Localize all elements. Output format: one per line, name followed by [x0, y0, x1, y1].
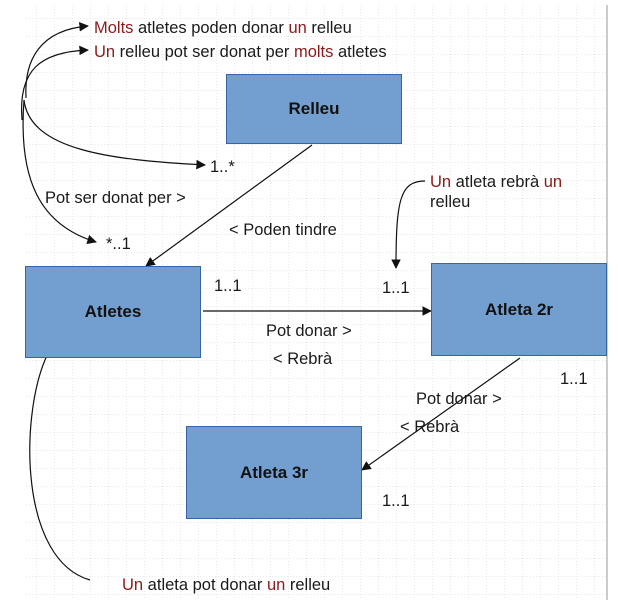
note-word: Un	[94, 43, 116, 61]
label-pot-donar-1: Pot donar >	[266, 322, 352, 340]
entity-atleta-3r[interactable]: Atleta 3r	[186, 426, 362, 519]
note-word: un	[266, 576, 286, 594]
mult-atletes: 1..1	[214, 277, 242, 295]
note-molts-atletes	[94, 18, 352, 38]
entity-atletes[interactable]: Atletes	[25, 266, 201, 358]
note-un-relleu	[94, 42, 387, 62]
note-word: molts	[293, 43, 334, 61]
note-word: Un	[430, 173, 452, 191]
mult-atleta3r: 1..1	[382, 492, 410, 510]
mult-1-many: 1..*	[210, 158, 235, 176]
note-un-atleta-pot-donar	[122, 575, 330, 595]
note-text: atletes poden donar	[133, 19, 289, 37]
label-poden-tindre: < Poden tindre	[229, 221, 337, 239]
note-text: relleu	[430, 193, 471, 211]
label-rebra-1: < Rebrà	[273, 350, 333, 368]
label-pot-ser-donat-per: Pot ser donat per >	[45, 189, 186, 207]
note-word: un	[543, 173, 563, 191]
mult-atleta2r-left: 1..1	[382, 279, 410, 297]
entity-relleu[interactable]: Relleu	[226, 74, 402, 144]
note-word: Molts	[94, 19, 134, 37]
note-text: relleu	[306, 19, 352, 37]
note-word: Un	[122, 576, 144, 594]
mult-atleta2r-right: 1..1	[560, 370, 588, 388]
label-rebra-2: < Rebrà	[400, 418, 460, 436]
label-pot-donar-2: Pot donar >	[416, 390, 502, 408]
entity-atleta-2r[interactable]: Atleta 2r	[431, 263, 607, 356]
note-un-atleta-rebra	[430, 172, 562, 212]
note-word: un	[288, 19, 307, 37]
note-text: atletes	[333, 43, 387, 61]
note-text: atleta rebrà	[451, 173, 544, 191]
note-text: atleta pot donar	[143, 576, 267, 594]
mult-many-1: *..1	[106, 235, 131, 253]
note-text: relleu pot ser donat per	[115, 43, 294, 61]
note-text: relleu	[285, 576, 331, 594]
